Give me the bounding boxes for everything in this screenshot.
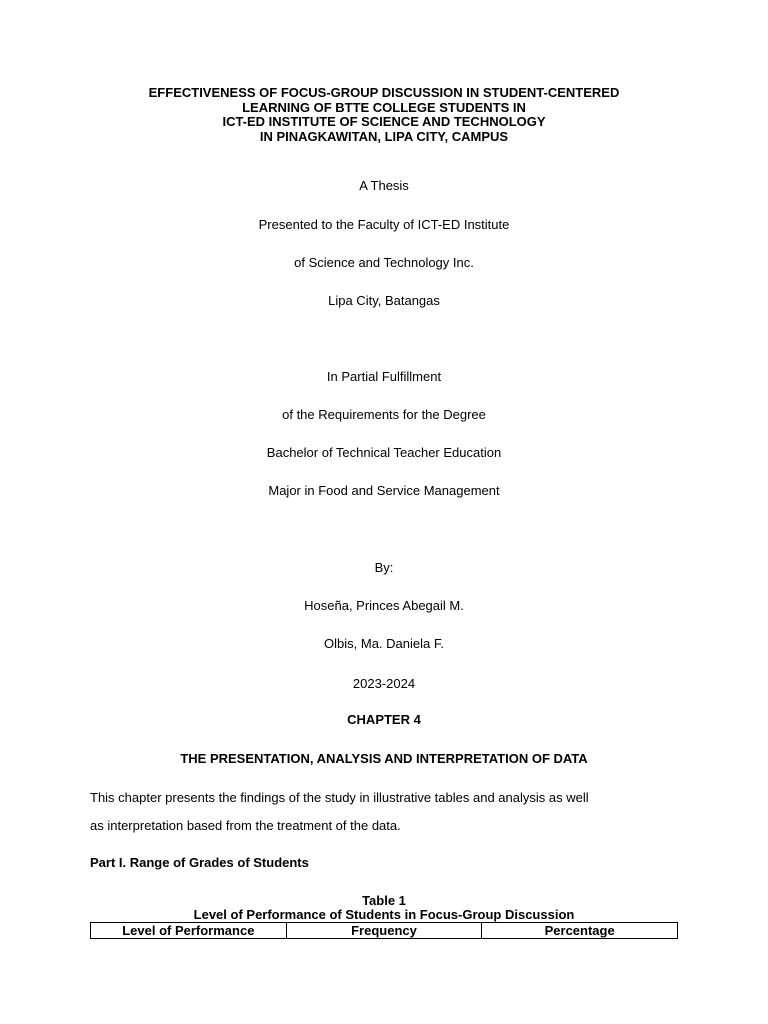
chapter-label: CHAPTER 4 bbox=[347, 712, 421, 727]
academic-year: 2023-2024 bbox=[352, 676, 416, 691]
part-heading: Part I. Range of Grades of Students bbox=[90, 855, 309, 870]
chapter-intro bbox=[90, 784, 690, 840]
fulfillment-line-2: of the Requirements for the Degree bbox=[282, 407, 486, 422]
intro-line-2: as interpretation based from the treatment of the data. bbox=[90, 818, 401, 833]
header-percentage: Percentage bbox=[482, 923, 678, 939]
by-label: By: bbox=[374, 560, 394, 575]
table-caption: Level of Performance of Students in Focus-Group Discussion bbox=[193, 907, 575, 922]
author-2: Olbis, Ma. Daniela F. bbox=[324, 636, 444, 651]
author-1: Hoseña, Princes Abegail M. bbox=[304, 598, 464, 613]
institution-location: Lipa City, Batangas bbox=[328, 293, 440, 308]
presented-to: Presented to the Faculty of ICT-ED Institute bbox=[258, 217, 510, 232]
title-line-3: ICT-ED INSTITUTE OF SCIENCE AND TECHNOLOGY bbox=[222, 114, 546, 129]
degree-major: Major in Food and Service Management bbox=[268, 483, 500, 498]
header-level-of-performance: Level of Performance bbox=[91, 923, 287, 939]
fulfillment-line-1: In Partial Fulfillment bbox=[326, 369, 442, 384]
thesis-title bbox=[0, 86, 768, 144]
table-header-row bbox=[91, 923, 678, 939]
title-line-4: IN PINAGKAWITAN, LIPA CITY, CAMPUS bbox=[259, 128, 509, 144]
performance-table bbox=[90, 922, 678, 939]
header-frequency: Frequency bbox=[286, 923, 482, 939]
title-line-1: EFFECTIVENESS OF FOCUS-GROUP DISCUSSION IN STUDENT-CENTERED bbox=[148, 85, 620, 100]
intro-line-1: This chapter presents the findings of the study in illustrative tables and analysis as well bbox=[90, 790, 589, 805]
degree-name: Bachelor of Technical Teacher Education bbox=[266, 445, 502, 460]
thesis-label: A Thesis bbox=[359, 178, 409, 193]
title-line-2: LEARNING OF BTTE COLLEGE STUDENTS IN bbox=[242, 99, 526, 115]
table-label: Table 1 bbox=[362, 893, 406, 908]
institution-name: of Science and Technology Inc. bbox=[294, 255, 474, 270]
chapter-title: THE PRESENTATION, ANALYSIS AND INTERPRETATION OF DATA bbox=[180, 751, 588, 766]
